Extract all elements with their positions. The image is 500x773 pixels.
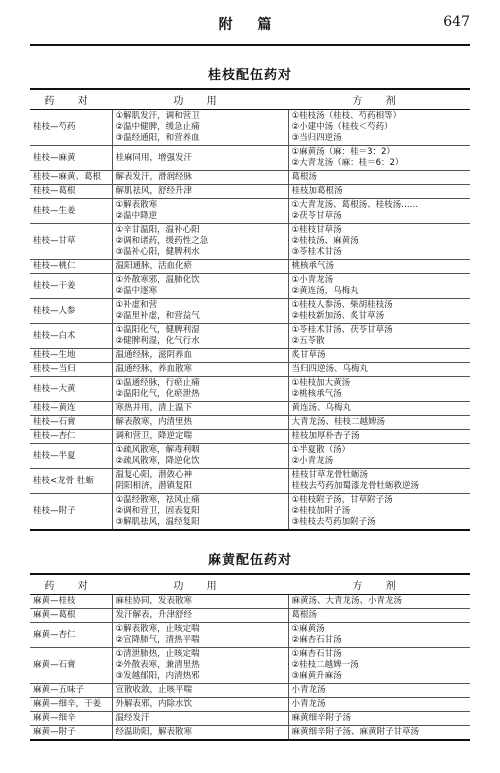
herb-pair-cell: 桂枝—干姜 bbox=[30, 274, 112, 299]
function-cell bbox=[112, 623, 288, 648]
herb-pair-cell: 麻黄—五味子 bbox=[30, 684, 112, 698]
function-cell bbox=[112, 402, 288, 416]
formula-cell bbox=[288, 430, 470, 444]
table-row bbox=[30, 224, 470, 260]
formula-line: ③当归四逆汤 bbox=[291, 133, 342, 143]
function-line: ①解表散寒 bbox=[115, 200, 158, 210]
herb-pair-cell: 麻黄—细辛，干姜 bbox=[30, 698, 112, 712]
function-line: 经温助阳，解表散寒 bbox=[115, 727, 193, 737]
function-line: ①外散寒邪，温肺化饮 bbox=[115, 275, 200, 285]
function-cell bbox=[112, 416, 288, 430]
formula-cell bbox=[288, 260, 470, 274]
table-row bbox=[30, 274, 470, 299]
function-cell bbox=[112, 712, 288, 726]
herb-pair-cell: 桂枝—桃仁 bbox=[30, 260, 112, 274]
formula-line: ①桂枝汤（桂枝、芍药相等） bbox=[291, 111, 402, 121]
function-line: 温通经脉，滋阴养血 bbox=[115, 350, 193, 360]
guizhi-pairing-table bbox=[30, 88, 470, 531]
formula-line: 小青龙汤 bbox=[291, 685, 326, 695]
table-row bbox=[30, 469, 470, 494]
table-row bbox=[30, 299, 470, 324]
function-line: 温通经脉，养血散寒 bbox=[115, 364, 193, 374]
formula-cell bbox=[288, 324, 470, 349]
function-line: 外解表邪，内除水饮 bbox=[115, 699, 193, 709]
function-line: ②宣降肺气，清热平喘 bbox=[115, 635, 200, 645]
formula-line: 桂枝加厚朴杏子汤 bbox=[291, 431, 360, 441]
column-header-function: 功 用 bbox=[112, 89, 288, 110]
table-header-row bbox=[30, 574, 470, 595]
table-row bbox=[30, 146, 470, 171]
herb-pair-cell: 桂枝—石膏 bbox=[30, 416, 112, 430]
formula-line: ①小青龙汤 bbox=[291, 275, 334, 285]
function-cell bbox=[112, 146, 288, 171]
formula-line: ②麻杏石甘汤 bbox=[291, 635, 342, 645]
formula-cell bbox=[288, 698, 470, 712]
function-cell bbox=[112, 494, 288, 531]
column-header-formula: 方 剂 bbox=[288, 574, 470, 595]
formula-line: ①大青龙汤、葛根汤、桂枝汤…… bbox=[291, 200, 419, 210]
formula-cell bbox=[288, 595, 470, 609]
function-cell bbox=[112, 274, 288, 299]
function-line: 调和营卫，降逆定喘 bbox=[115, 431, 193, 441]
formula-cell bbox=[288, 224, 470, 260]
table-row bbox=[30, 377, 470, 402]
table-title-mahuang: 麻黄配伍药对 bbox=[207, 553, 292, 568]
formula-line: 小青龙汤 bbox=[291, 699, 326, 709]
function-line: ①辛甘温阳，温补心阳 bbox=[115, 225, 200, 235]
formula-line: 桂枝甘草龙骨牡蛎汤 bbox=[291, 470, 369, 480]
function-line: ③解肌祛风，温经复阳 bbox=[115, 517, 200, 527]
table-row bbox=[30, 185, 470, 199]
function-cell bbox=[112, 224, 288, 260]
herb-pair-cell: 麻黄—葛根 bbox=[30, 609, 112, 623]
table-row bbox=[30, 324, 470, 349]
function-line: ③温经通阳，和营养血 bbox=[115, 133, 200, 143]
formula-line: ②桂枝汤、麻黄汤 bbox=[291, 236, 359, 246]
function-line: ②温中健脾，缓急止痛 bbox=[115, 122, 200, 132]
formula-cell bbox=[288, 712, 470, 726]
herb-pair-cell: 桂枝—半夏 bbox=[30, 444, 112, 469]
function-line: ②调和营卫，固表复阳 bbox=[115, 506, 200, 516]
function-line: ②温阳化气，化瘀泄热 bbox=[115, 389, 200, 399]
formula-line: 炙甘草汤 bbox=[291, 350, 326, 360]
herb-pair-cell: 桂枝—当归 bbox=[30, 363, 112, 377]
section-title: 附 篇 bbox=[218, 17, 282, 33]
formula-cell bbox=[288, 349, 470, 363]
formula-line: ②小青龙汤 bbox=[291, 456, 334, 466]
function-line: ①温经散寒，祛风止痛 bbox=[115, 495, 200, 505]
formula-line: ①半夏散（汤） bbox=[291, 445, 351, 455]
formula-line: ③苓桂术甘汤 bbox=[291, 247, 342, 257]
formula-cell bbox=[288, 199, 470, 224]
formula-cell bbox=[288, 274, 470, 299]
formula-cell bbox=[288, 494, 470, 531]
formula-line: 麻黄细辛附子汤 bbox=[291, 713, 352, 723]
formula-line: 麻黄汤、大青龙汤、小青龙汤 bbox=[291, 596, 403, 606]
herb-pair-cell: 桂枝—生地 bbox=[30, 349, 112, 363]
function-cell bbox=[112, 698, 288, 712]
function-cell bbox=[112, 469, 288, 494]
formula-cell bbox=[288, 110, 470, 146]
function-line: ①解表散寒，止咳定喘 bbox=[115, 624, 200, 634]
herb-pair-cell: 麻黄—石膏 bbox=[30, 648, 112, 684]
herb-pair-cell: 桂枝—大黄 bbox=[30, 377, 112, 402]
table-row bbox=[30, 110, 470, 146]
column-header-function: 功 用 bbox=[112, 574, 288, 595]
table-row bbox=[30, 648, 470, 684]
formula-line: 葛根汤 bbox=[291, 172, 318, 182]
function-cell bbox=[112, 609, 288, 623]
herb-pair-cell: 桂枝—附子 bbox=[30, 494, 112, 531]
table-row bbox=[30, 595, 470, 609]
formula-line: ②桃核承气汤 bbox=[291, 389, 342, 399]
function-line: 温复心阳，潜敛心神 bbox=[115, 470, 193, 480]
formula-line: ①桂枝人参汤、柴胡桂枝汤 bbox=[291, 300, 393, 310]
function-line: ①温阳化气，健脾利湿 bbox=[115, 325, 200, 335]
herb-pair-cell: 桂枝<龙骨 牡蛎 bbox=[30, 469, 112, 494]
function-line: ②温中降逆 bbox=[115, 211, 158, 221]
table-header-row bbox=[30, 89, 470, 110]
formula-cell bbox=[288, 648, 470, 684]
function-line: ②疏风散寒，降逆化饮 bbox=[115, 456, 200, 466]
function-line: ②温中逐寒 bbox=[115, 286, 158, 296]
function-cell bbox=[112, 324, 288, 349]
function-line: ③发越郁阳，内清热邪 bbox=[115, 671, 200, 681]
formula-line: ②桂枝加附子汤 bbox=[291, 506, 351, 516]
function-cell bbox=[112, 430, 288, 444]
function-cell bbox=[112, 684, 288, 698]
formula-cell bbox=[288, 402, 470, 416]
function-line: ①温通经脉，行瘀止痛 bbox=[115, 378, 200, 388]
function-line: 温经发汗 bbox=[115, 713, 150, 723]
formula-line: ①麻黄汤 bbox=[291, 624, 325, 634]
function-cell bbox=[112, 299, 288, 324]
table-row bbox=[30, 363, 470, 377]
formula-line: ①桂枝甘草汤 bbox=[291, 225, 342, 235]
formula-line: 大青龙汤、桂枝二越婢汤 bbox=[291, 417, 386, 427]
formula-line: 葛根汤 bbox=[291, 610, 318, 620]
formula-cell bbox=[288, 726, 470, 741]
formula-line: ①麻黄汤（麻：桂＝3：2） bbox=[291, 147, 395, 157]
formula-cell bbox=[288, 609, 470, 623]
function-line: 解表发汗，滑润经脉 bbox=[115, 172, 193, 182]
herb-pair-cell: 桂枝—生姜 bbox=[30, 199, 112, 224]
formula-line: 麻黄细辛附子汤、麻黄附子甘草汤 bbox=[291, 727, 420, 737]
function-cell bbox=[112, 444, 288, 469]
function-cell bbox=[112, 648, 288, 684]
function-line: 寒热并用，清上温下 bbox=[115, 403, 193, 413]
table-row bbox=[30, 402, 470, 416]
formula-line: ②桂枝二越婢一汤 bbox=[291, 660, 359, 670]
function-cell bbox=[112, 726, 288, 741]
function-line: 宣散收敛，止咳平喘 bbox=[115, 685, 193, 695]
function-line: 温阳通脉，活血化瘀 bbox=[115, 261, 193, 271]
function-cell bbox=[112, 260, 288, 274]
function-line: 麻桂协同，发表散寒 bbox=[115, 596, 193, 606]
mahuang-pairing-table bbox=[30, 573, 470, 741]
function-line: ②外散表寒，兼清里热 bbox=[115, 660, 200, 670]
formula-cell bbox=[288, 416, 470, 430]
function-line: 桂麻同用，增强发汗 bbox=[115, 152, 193, 163]
formula-line: ②茯苓甘草汤 bbox=[291, 211, 342, 221]
table-row bbox=[30, 726, 470, 741]
formula-cell bbox=[288, 684, 470, 698]
function-line: 发汗解表，升津舒经 bbox=[115, 610, 193, 620]
formula-line: ①桂枝附子汤，甘草附子汤 bbox=[291, 495, 393, 505]
formula-line: ①麻杏石甘汤 bbox=[291, 649, 342, 659]
formula-line: ②大青龙汤（麻：桂＝6：2） bbox=[291, 158, 404, 168]
herb-pair-cell: 桂枝—白术 bbox=[30, 324, 112, 349]
table-row bbox=[30, 199, 470, 224]
column-header-formula: 方 剂 bbox=[288, 89, 470, 110]
table-row bbox=[30, 349, 470, 363]
table-row bbox=[30, 260, 470, 274]
function-cell bbox=[112, 171, 288, 185]
formula-line: ①桂枝加大黄汤 bbox=[291, 378, 351, 388]
herb-pair-cell: 桂枝—甘草 bbox=[30, 224, 112, 260]
formula-line: ②五苓散 bbox=[291, 336, 325, 346]
function-cell bbox=[112, 185, 288, 199]
formula-cell bbox=[288, 146, 470, 171]
table-row bbox=[30, 609, 470, 623]
formula-line: ②桂枝新加汤、炙甘草汤 bbox=[291, 311, 385, 321]
function-line: ①解肌发汗，调和营卫 bbox=[115, 111, 200, 121]
herb-pair-cell: 麻黄—杏仁 bbox=[30, 623, 112, 648]
formula-cell bbox=[288, 185, 470, 199]
table-row bbox=[30, 430, 470, 444]
formula-line: ③麻黄升麻汤 bbox=[291, 671, 342, 681]
formula-line: ②小建中汤（桂枝＜芍药） bbox=[291, 122, 393, 132]
column-header-pair: 药 对 bbox=[30, 574, 112, 595]
formula-line: ②黄连汤，乌梅丸 bbox=[291, 286, 359, 296]
function-cell bbox=[112, 363, 288, 377]
formula-line: ③桂枝去芍药加附子汤 bbox=[291, 517, 376, 527]
herb-pair-cell: 麻黄—细辛 bbox=[30, 712, 112, 726]
formula-line: 当归四逆汤、乌梅丸 bbox=[291, 364, 369, 374]
herb-pair-cell: 桂枝—杏仁 bbox=[30, 430, 112, 444]
formula-line: 桂枝去芍药加蜀漆龙骨牡蛎救逆汤 bbox=[291, 481, 420, 491]
formula-cell bbox=[288, 299, 470, 324]
function-line: ①补虚和营 bbox=[115, 300, 158, 310]
herb-pair-cell: 桂枝—麻黄、葛根 bbox=[30, 171, 112, 185]
table-row bbox=[30, 684, 470, 698]
function-line: 解肌祛风，舒经升津 bbox=[115, 186, 193, 196]
page-header bbox=[30, 0, 470, 46]
herb-pair-cell: 桂枝—黄连 bbox=[30, 402, 112, 416]
function-line: 解表散寒，内清里热 bbox=[115, 417, 193, 427]
table-row bbox=[30, 698, 470, 712]
column-header-pair: 药 对 bbox=[30, 89, 112, 110]
formula-cell bbox=[288, 469, 470, 494]
formula-line: ①苓桂术甘汤、茯苓甘草汤 bbox=[291, 325, 393, 335]
herb-pair-cell: 桂枝—葛根 bbox=[30, 185, 112, 199]
function-cell bbox=[112, 349, 288, 363]
formula-cell bbox=[288, 171, 470, 185]
function-line: ②健脾利湿，化气行水 bbox=[115, 336, 200, 346]
function-line: ①清泄肺热，止咳定喘 bbox=[115, 649, 200, 659]
function-cell bbox=[112, 110, 288, 146]
formula-line: 桂枝加葛根汤 bbox=[291, 186, 343, 196]
formula-line: 桃核承气汤 bbox=[291, 261, 335, 271]
table-row bbox=[30, 494, 470, 531]
function-line: 阴阳相济，潜镇复阳 bbox=[115, 481, 193, 491]
function-cell bbox=[112, 595, 288, 609]
table-row bbox=[30, 623, 470, 648]
table-row bbox=[30, 416, 470, 430]
table-row bbox=[30, 171, 470, 185]
formula-cell bbox=[288, 623, 470, 648]
function-line: ②温里补虚，和营益气 bbox=[115, 311, 200, 321]
page-number: 647 bbox=[443, 14, 470, 30]
function-line: ③温补心阳，健脾利水 bbox=[115, 247, 200, 257]
herb-pair-cell: 麻黄—附子 bbox=[30, 726, 112, 741]
formula-cell bbox=[288, 363, 470, 377]
herb-pair-cell: 麻黄—桂枝 bbox=[30, 595, 112, 609]
table-row bbox=[30, 444, 470, 469]
herb-pair-cell: 桂枝—芍药 bbox=[30, 110, 112, 146]
table-title-guizhi: 桂枝配伍药对 bbox=[207, 68, 292, 83]
table-row bbox=[30, 712, 470, 726]
herb-pair-cell: 桂枝—麻黄 bbox=[30, 146, 112, 171]
function-cell bbox=[112, 377, 288, 402]
herb-pair-cell: 桂枝—人参 bbox=[30, 299, 112, 324]
formula-cell bbox=[288, 444, 470, 469]
formula-line: 黄连汤、乌梅丸 bbox=[291, 403, 352, 413]
function-line: ①疏风散寒，解毒利咽 bbox=[115, 445, 200, 455]
formula-cell bbox=[288, 377, 470, 402]
function-cell bbox=[112, 199, 288, 224]
function-line: ②调和诸药，缓药性之急 bbox=[115, 236, 209, 246]
